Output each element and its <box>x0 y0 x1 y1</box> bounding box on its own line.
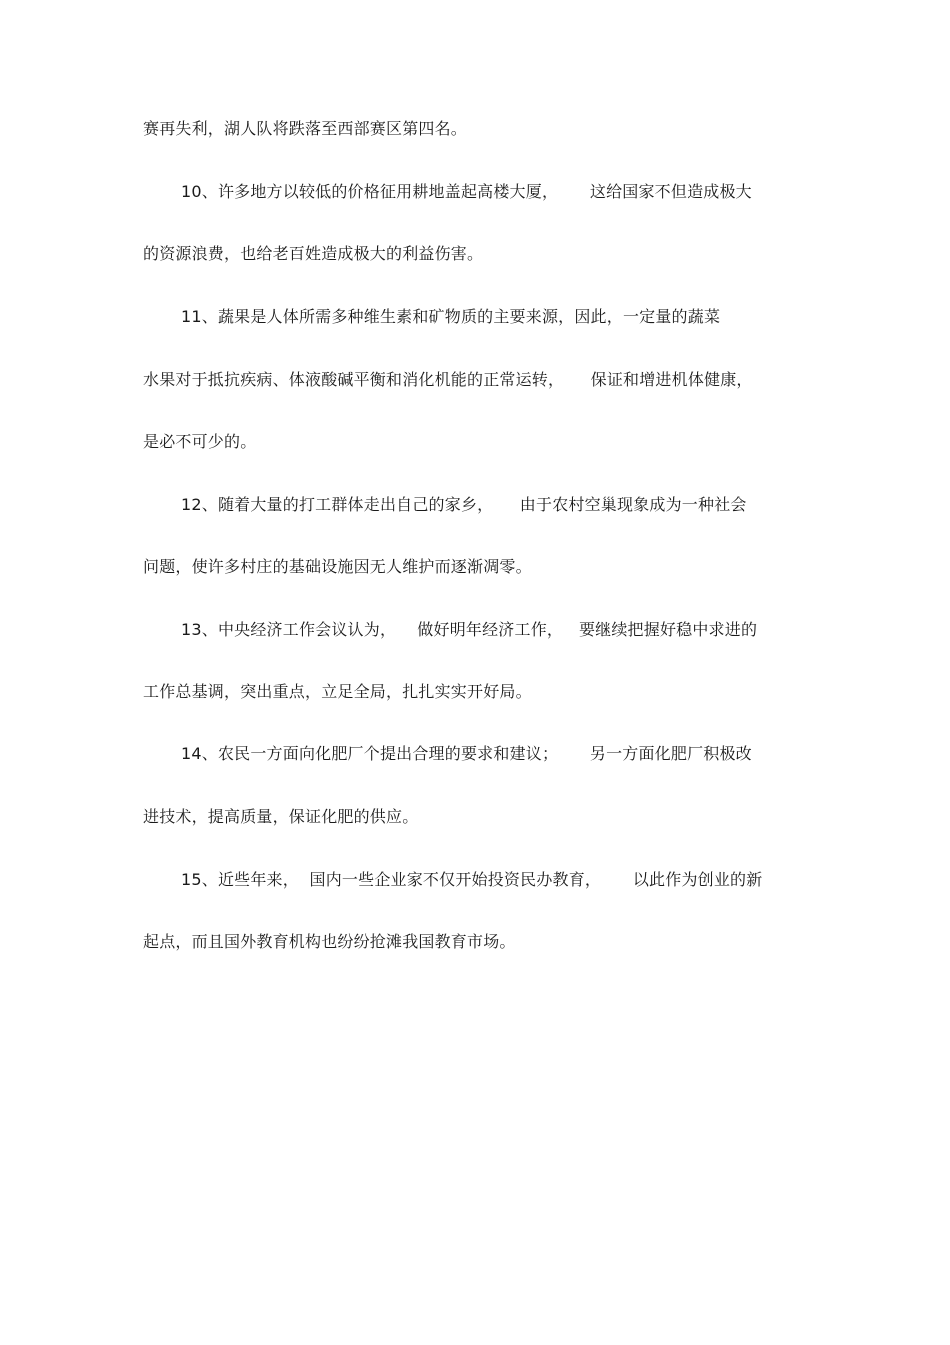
paragraph-15-line-1: 15、近些年来， 国内一些企业家不仅开始投资民办教育， 以此作为创业的新 <box>181 870 763 889</box>
paragraph-15-line-2: 起点，而且国外教育机构也纷纷抢滩我国教育市场。 <box>143 932 516 951</box>
paragraph-10-line-1: 10、许多地方以较低的价格征用耕地盖起高楼大厦， 这给国家不但造成极大 <box>181 182 752 201</box>
paragraph-14-line-2: 进技术，提高质量，保证化肥的供应。 <box>143 807 419 826</box>
paragraph-12-line-1: 12、随着大量的打工群体走出自己的家乡， 由于农村空巢现象成为一种社会 <box>181 495 747 514</box>
paragraph-13-line-2: 工作总基调，突出重点，立足全局，扎扎实实开好局。 <box>143 682 532 701</box>
paragraph-11-line-1: 11、蔬果是人体所需多种维生素和矿物质的主要来源，因此，一定量的蔬菜 <box>181 307 721 326</box>
text-line: 赛再失利，湖人队将跌落至西部赛区第四名。 <box>143 119 468 138</box>
paragraph-11-line-3: 是必不可少的。 <box>143 432 257 451</box>
paragraph-12-line-2: 问题，使许多村庄的基础设施因无人维护而逐渐凋零。 <box>143 557 532 576</box>
paragraph-13-line-1: 13、中央经济工作会议认为， 做好明年经济工作， 要继续把握好稳中求进的 <box>181 620 758 639</box>
paragraph-10-line-2: 的资源浪费，也给老百姓造成极大的利益伤害。 <box>143 244 484 263</box>
paragraph-11-line-2: 水果对于抵抗疾病、体液酸碱平衡和消化机能的正常运转， 保证和增进机体健康， <box>143 370 753 389</box>
paragraph-14-line-1: 14、农民一方面向化肥厂个提出合理的要求和建议； 另一方面化肥厂积极改 <box>181 744 752 763</box>
